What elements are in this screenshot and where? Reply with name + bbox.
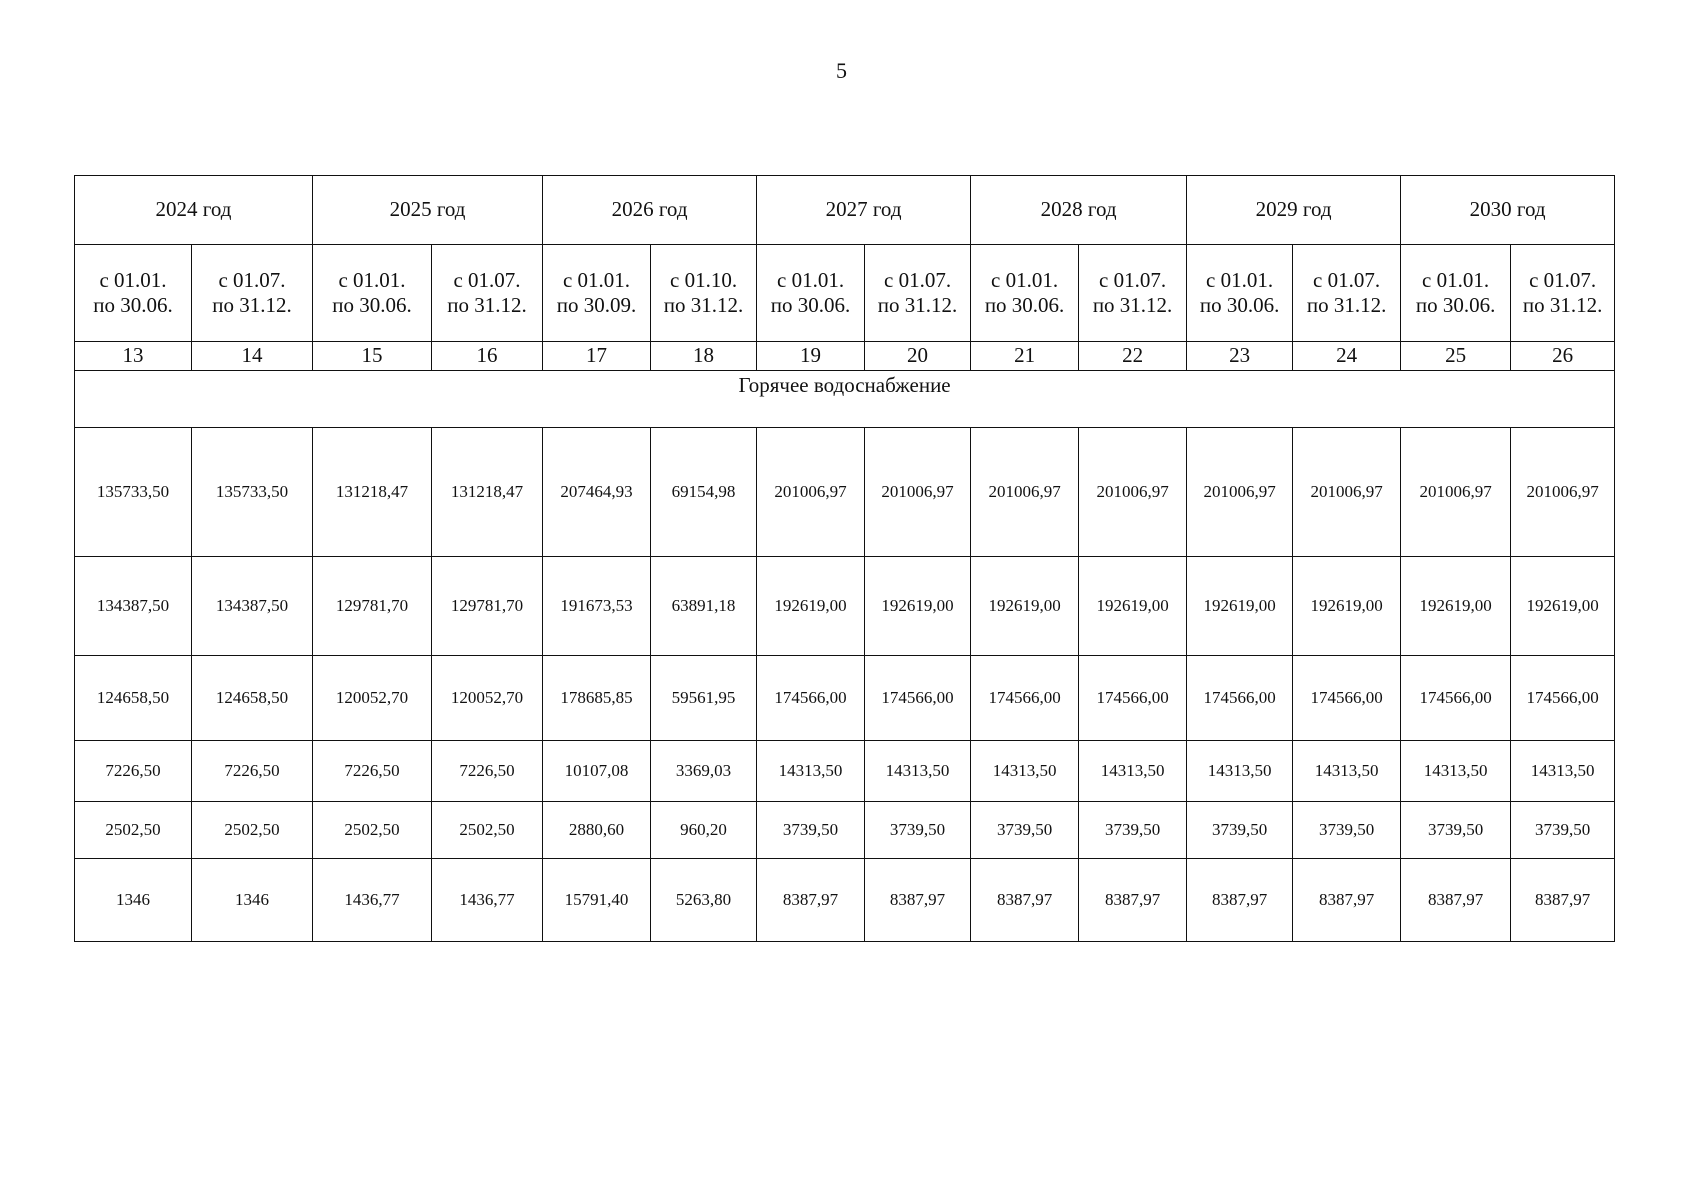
table-cell: 192619,00 <box>1293 557 1401 656</box>
period-header <box>1187 245 1293 342</box>
table-cell: 135733,50 <box>192 428 313 557</box>
section-row <box>75 371 1615 428</box>
table-cell: 7226,50 <box>313 741 432 802</box>
period-to: по 31.12. <box>663 293 744 317</box>
table-cell: 69154,98 <box>651 428 757 557</box>
period-header <box>1293 245 1401 342</box>
table-cell: 201006,97 <box>757 428 865 557</box>
table-cell: 174566,00 <box>757 656 865 741</box>
table-cell: 3739,50 <box>1511 802 1615 859</box>
period-header <box>313 245 432 342</box>
period-to: по 30.09. <box>556 293 637 317</box>
column-number: 16 <box>432 342 543 371</box>
table-cell: 14313,50 <box>1187 741 1293 802</box>
table-cell: 201006,97 <box>865 428 971 557</box>
table-cell: 178685,85 <box>543 656 651 741</box>
table-cell: 15791,40 <box>543 859 651 942</box>
table-cell: 201006,97 <box>1187 428 1293 557</box>
table-cell: 124658,50 <box>75 656 192 741</box>
period-header <box>543 245 651 342</box>
table-cell: 174566,00 <box>1293 656 1401 741</box>
table-cell: 120052,70 <box>432 656 543 741</box>
table-cell: 8387,97 <box>757 859 865 942</box>
table-cell: 174566,00 <box>1511 656 1615 741</box>
table-cell: 192619,00 <box>757 557 865 656</box>
table-cell: 7226,50 <box>432 741 543 802</box>
table-cell: 2880,60 <box>543 802 651 859</box>
table-cell: 8387,97 <box>1079 859 1187 942</box>
period-to: по 31.12. <box>212 293 292 317</box>
table-cell: 3739,50 <box>1079 802 1187 859</box>
table-row <box>75 557 1615 656</box>
table-cell: 8387,97 <box>1187 859 1293 942</box>
year-header: 2024 год <box>75 176 313 245</box>
year-header: 2028 год <box>971 176 1187 245</box>
period-to: по 31.12. <box>877 293 958 317</box>
column-number: 24 <box>1293 342 1401 371</box>
table-cell: 3739,50 <box>1187 802 1293 859</box>
table-cell: 192619,00 <box>1187 557 1293 656</box>
table-cell: 14313,50 <box>971 741 1079 802</box>
table-cell: 7226,50 <box>192 741 313 802</box>
table-cell: 174566,00 <box>1401 656 1511 741</box>
period-from: с 01.07. <box>453 267 521 292</box>
table-cell: 174566,00 <box>865 656 971 741</box>
table-cell: 201006,97 <box>1293 428 1401 557</box>
year-header: 2027 год <box>757 176 971 245</box>
period-to: по 30.06. <box>770 293 851 317</box>
table-cell: 1436,77 <box>313 859 432 942</box>
table-cell: 14313,50 <box>865 741 971 802</box>
table-row <box>75 656 1615 741</box>
table-cell: 2502,50 <box>313 802 432 859</box>
table-cell: 192619,00 <box>971 557 1079 656</box>
table-cell: 8387,97 <box>1401 859 1511 942</box>
table-cell: 192619,00 <box>1401 557 1511 656</box>
period-from: с 01.07. <box>1099 267 1167 292</box>
period-to: по 30.06. <box>1415 293 1496 317</box>
table-cell: 131218,47 <box>432 428 543 557</box>
table-cell: 3739,50 <box>1293 802 1401 859</box>
table-cell: 8387,97 <box>971 859 1079 942</box>
table-cell: 8387,97 <box>1511 859 1615 942</box>
period-from: с 01.10. <box>670 267 738 292</box>
column-number: 26 <box>1511 342 1615 371</box>
table-cell: 3369,03 <box>651 741 757 802</box>
period-header <box>1511 245 1615 342</box>
period-from: с 01.01. <box>99 267 167 292</box>
table-cell: 134387,50 <box>192 557 313 656</box>
table-cell: 3739,50 <box>757 802 865 859</box>
column-number: 21 <box>971 342 1079 371</box>
period-from: с 01.07. <box>1313 267 1381 292</box>
tariff-table <box>74 175 1615 942</box>
period-to: по 30.06. <box>984 293 1065 317</box>
table-cell: 5263,80 <box>651 859 757 942</box>
column-number-row <box>75 342 1615 371</box>
period-header <box>75 245 192 342</box>
table-cell: 124658,50 <box>192 656 313 741</box>
table-cell: 201006,97 <box>1401 428 1511 557</box>
period-header <box>971 245 1079 342</box>
table-cell: 14313,50 <box>757 741 865 802</box>
column-number: 23 <box>1187 342 1293 371</box>
period-from: с 01.01. <box>562 267 631 292</box>
period-to: по 31.12. <box>447 293 527 317</box>
column-number: 14 <box>192 342 313 371</box>
period-header <box>757 245 865 342</box>
year-header: 2025 год <box>313 176 543 245</box>
table-cell: 129781,70 <box>432 557 543 656</box>
period-from: с 01.07. <box>218 267 286 292</box>
table-cell: 10107,08 <box>543 741 651 802</box>
table-cell: 191673,53 <box>543 557 651 656</box>
table-cell: 120052,70 <box>313 656 432 741</box>
period-header <box>1401 245 1511 342</box>
table-cell: 3739,50 <box>971 802 1079 859</box>
table-cell: 192619,00 <box>865 557 971 656</box>
table-cell: 201006,97 <box>1511 428 1615 557</box>
table-cell: 59561,95 <box>651 656 757 741</box>
year-header: 2026 год <box>543 176 757 245</box>
table-cell: 134387,50 <box>75 557 192 656</box>
table-cell: 8387,97 <box>1293 859 1401 942</box>
period-to: по 31.12. <box>1306 293 1387 317</box>
table-cell: 1346 <box>192 859 313 942</box>
period-header <box>651 245 757 342</box>
page-number: 5 <box>836 58 847 83</box>
period-from: с 01.01. <box>991 267 1059 292</box>
column-number: 20 <box>865 342 971 371</box>
column-number: 22 <box>1079 342 1187 371</box>
column-number: 17 <box>543 342 651 371</box>
period-header <box>1079 245 1187 342</box>
table-cell: 960,20 <box>651 802 757 859</box>
table-cell: 174566,00 <box>1187 656 1293 741</box>
table-cell: 129781,70 <box>313 557 432 656</box>
table-row <box>75 802 1615 859</box>
period-from: с 01.01. <box>338 267 406 292</box>
table-row <box>75 428 1615 557</box>
period-header-row <box>75 245 1615 342</box>
period-to: по 30.06. <box>332 293 412 317</box>
table-cell: 1436,77 <box>432 859 543 942</box>
period-to: по 31.12. <box>1092 293 1173 317</box>
table-cell: 201006,97 <box>1079 428 1187 557</box>
table-cell: 3739,50 <box>1401 802 1511 859</box>
period-from: с 01.01. <box>777 267 845 292</box>
table-cell: 192619,00 <box>1511 557 1615 656</box>
year-header: 2030 год <box>1401 176 1615 245</box>
table-cell: 14313,50 <box>1511 741 1615 802</box>
table-cell: 14313,50 <box>1293 741 1401 802</box>
table-cell: 7226,50 <box>75 741 192 802</box>
period-from: с 01.07. <box>1529 267 1597 292</box>
column-number: 19 <box>757 342 865 371</box>
table-cell: 2502,50 <box>192 802 313 859</box>
section-title: Горячее водоснабжение <box>75 371 1615 428</box>
table-cell: 14313,50 <box>1079 741 1187 802</box>
table-row <box>75 741 1615 802</box>
year-header: 2029 год <box>1187 176 1401 245</box>
table-cell: 174566,00 <box>971 656 1079 741</box>
table-cell: 192619,00 <box>1079 557 1187 656</box>
period-from: с 01.01. <box>1206 267 1274 292</box>
period-from: с 01.01. <box>1422 267 1490 292</box>
period-from: с 01.07. <box>884 267 952 292</box>
year-header-row <box>75 176 1615 245</box>
period-header <box>192 245 313 342</box>
table-cell: 2502,50 <box>432 802 543 859</box>
table-cell: 14313,50 <box>1401 741 1511 802</box>
table-cell: 201006,97 <box>971 428 1079 557</box>
table-cell: 63891,18 <box>651 557 757 656</box>
column-number: 13 <box>75 342 192 371</box>
table-cell: 2502,50 <box>75 802 192 859</box>
period-header <box>432 245 543 342</box>
period-to: по 30.06. <box>1199 293 1280 317</box>
table-row <box>75 859 1615 942</box>
table-cell: 207464,93 <box>543 428 651 557</box>
column-number: 18 <box>651 342 757 371</box>
table-cell: 3739,50 <box>865 802 971 859</box>
column-number: 15 <box>313 342 432 371</box>
table-cell: 174566,00 <box>1079 656 1187 741</box>
period-to: по 31.12. <box>1522 293 1603 317</box>
column-number: 25 <box>1401 342 1511 371</box>
table-cell: 131218,47 <box>313 428 432 557</box>
table-cell: 8387,97 <box>865 859 971 942</box>
period-to: по 30.06. <box>93 293 173 317</box>
table-cell: 135733,50 <box>75 428 192 557</box>
table-cell: 1346 <box>75 859 192 942</box>
period-header <box>865 245 971 342</box>
